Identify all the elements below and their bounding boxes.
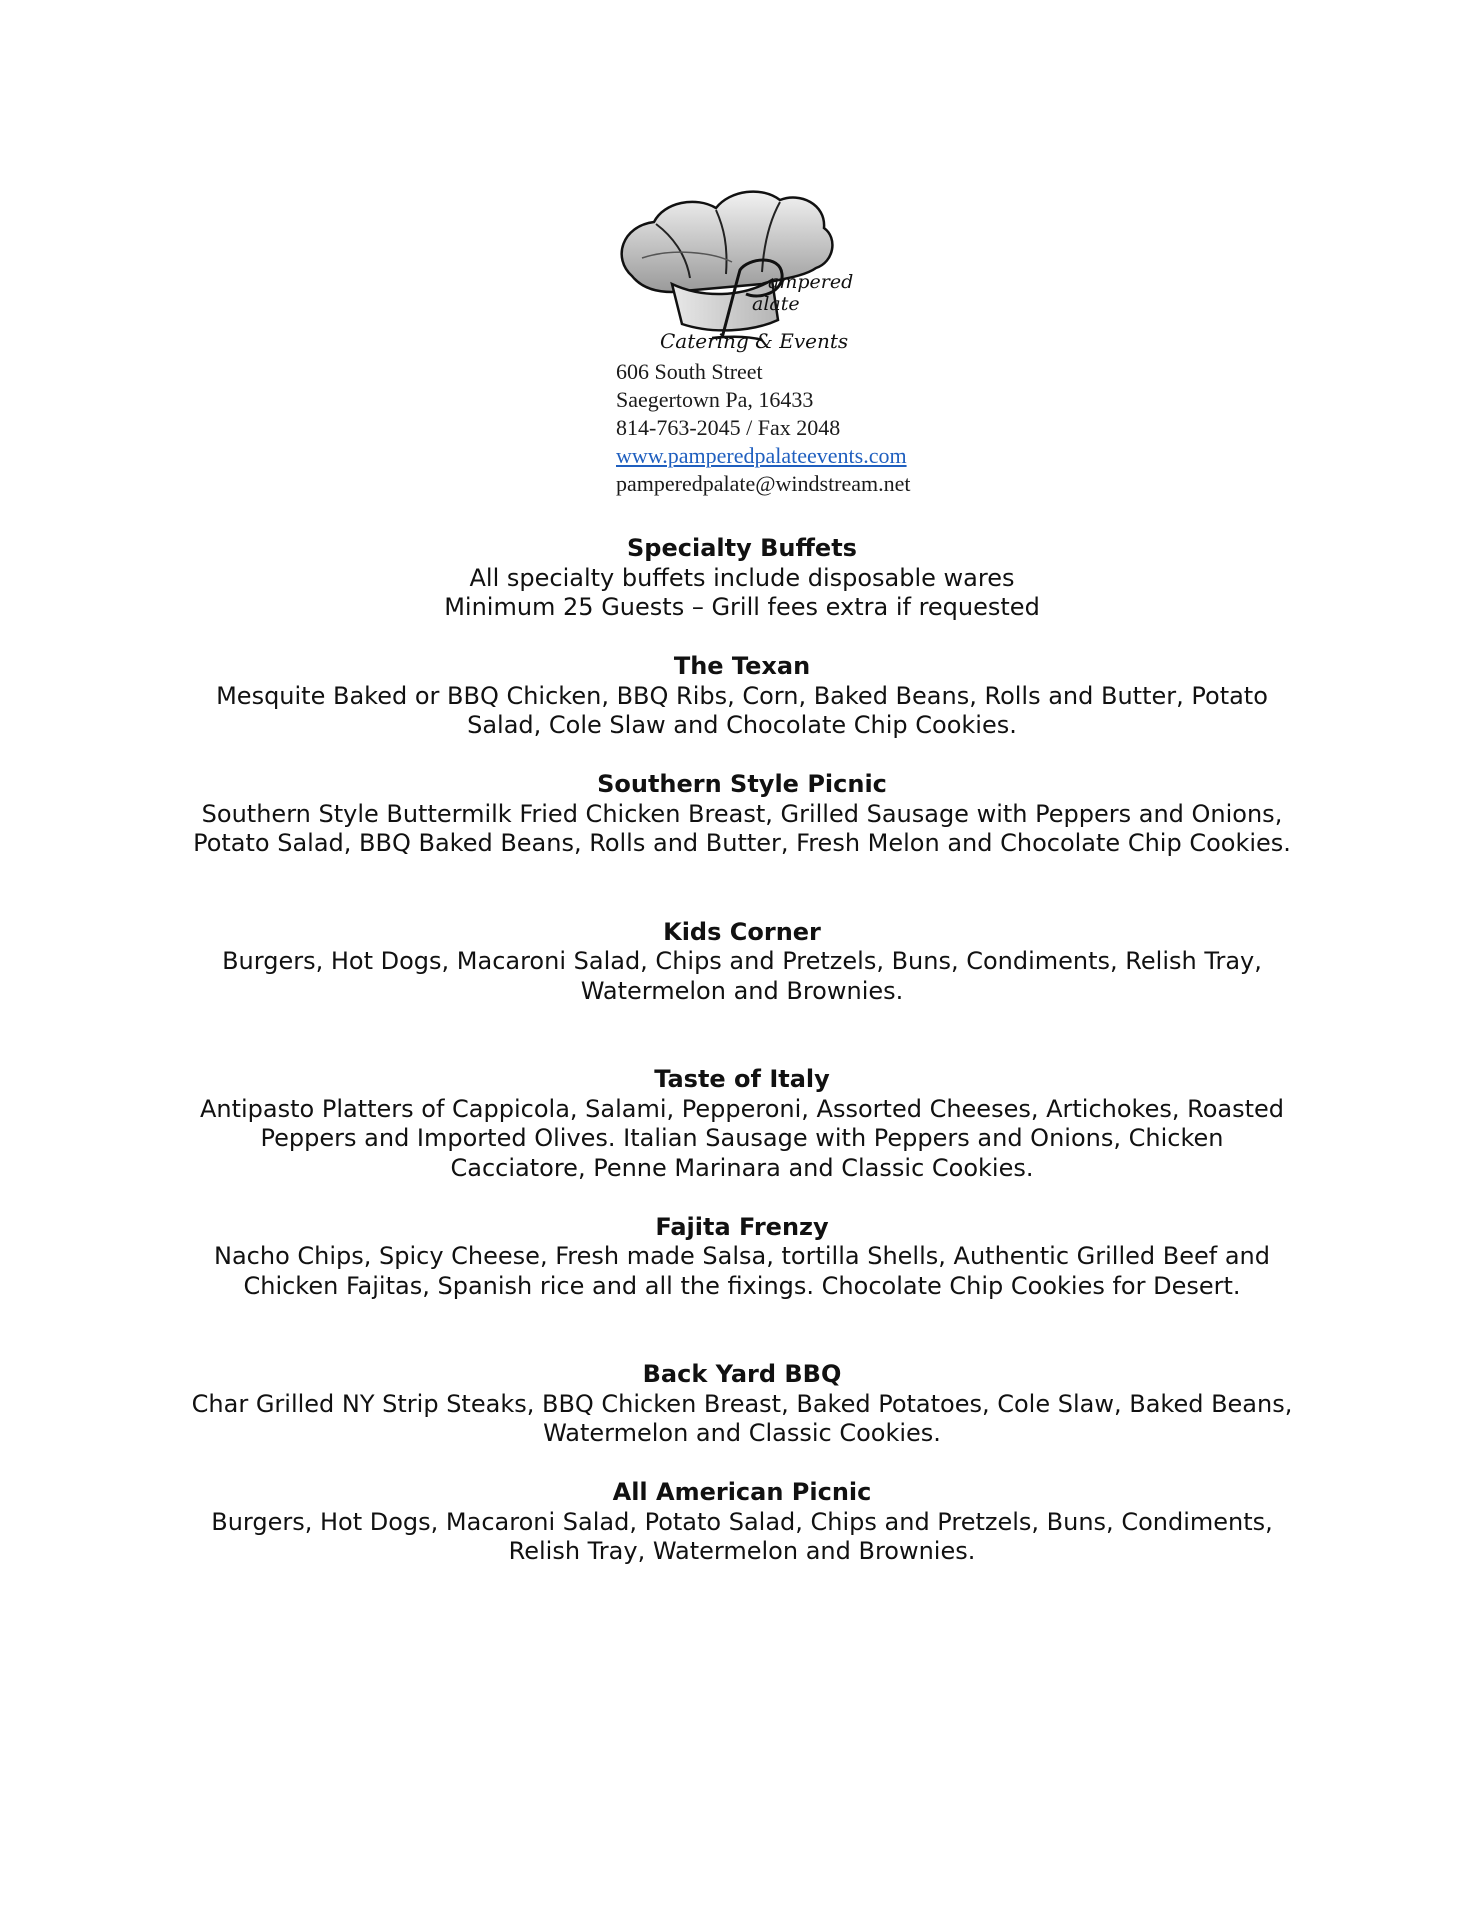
menu-title: Southern Style Picnic bbox=[597, 770, 887, 798]
email-address: pamperedpalate@windstream.net bbox=[616, 471, 911, 496]
menu-line: Chicken Fajitas, Spanish rice and all the fixings. Chocolate Chip Cookies for Desert. bbox=[243, 1271, 1241, 1300]
pampered-palate-logo bbox=[612, 188, 892, 360]
menu-line: Cacciatore, Penne Marinara and Classic Cookies. bbox=[450, 1153, 1034, 1182]
menu-southern-style-picnic bbox=[150, 770, 1334, 859]
contact-block bbox=[616, 358, 911, 498]
page-title: Specialty Buffets bbox=[627, 534, 857, 562]
logo-tagline: Catering & Events bbox=[660, 329, 849, 353]
menu-line: Relish Tray, Watermelon and Brownies. bbox=[508, 1537, 976, 1565]
menu-line: Southern Style Buttermilk Fried Chicken Breast, Grilled Sausage with Peppers and Onions, bbox=[201, 799, 1283, 828]
logo-word-alate: alate bbox=[752, 293, 800, 315]
menu-fajita-frenzy bbox=[150, 1213, 1334, 1302]
menu-title: All American Picnic bbox=[612, 1478, 872, 1506]
city-state-zip: Saegertown Pa, 16433 bbox=[616, 387, 814, 412]
intro-block bbox=[150, 534, 1334, 623]
menu-the-texan bbox=[150, 652, 1334, 741]
buffet-content bbox=[150, 534, 1334, 1567]
menu-taste-of-italy bbox=[150, 1065, 1334, 1183]
menu-line: Char Grilled NY Strip Steaks, BBQ Chicken Breast, Baked Potatoes, Cole Slaw, Baked Beans, bbox=[191, 1389, 1293, 1418]
menu-title: Fajita Frenzy bbox=[655, 1212, 829, 1241]
menu-line: Mesquite Baked or BBQ Chicken, BBQ Ribs, Corn, Baked Beans, Rolls and Butter, Potato bbox=[216, 681, 1268, 710]
street-address: 606 South Street bbox=[616, 359, 763, 384]
menu-kids-corner bbox=[150, 918, 1334, 1007]
menu-title: Taste of Italy bbox=[654, 1065, 830, 1093]
menu-line: Antipasto Platters of Cappicola, Salami, Pepperoni, Assorted Cheeses, Artichokes, Roasted bbox=[199, 1094, 1285, 1123]
logo-word-ampered: ampered bbox=[768, 271, 854, 293]
menu-line: Salad, Cole Slaw and Chocolate Chip Cookies. bbox=[467, 711, 1017, 739]
menu-line: Burgers, Hot Dogs, Macaroni Salad, Potato Salad, Chips and Pretzels, Buns, Condiments, bbox=[211, 1507, 1273, 1536]
menu-all-american-picnic bbox=[150, 1478, 1334, 1567]
menu-title: Back Yard BBQ bbox=[642, 1360, 842, 1388]
intro-line-wares: All specialty buffets include disposable wares bbox=[469, 563, 1015, 592]
phone-fax: 814-763-2045 / Fax 2048 bbox=[616, 415, 841, 440]
menu-line: Burgers, Hot Dogs, Macaroni Salad, Chips and Pretzels, Buns, Condiments, Relish Tray, bbox=[222, 947, 1262, 975]
menu-back-yard-bbq bbox=[150, 1360, 1334, 1449]
menu-title: The Texan bbox=[673, 652, 811, 680]
website-link[interactable]: www.pamperedpalateevents.com bbox=[616, 443, 907, 468]
intro-line-minimum: Minimum 25 Guests – Grill fees extra if requested bbox=[444, 593, 1040, 621]
menu-title: Kids Corner bbox=[663, 917, 821, 946]
chef-hat-icon bbox=[612, 188, 892, 360]
menu-line: Watermelon and Classic Cookies. bbox=[543, 1419, 941, 1447]
menu-line: Watermelon and Brownies. bbox=[580, 976, 904, 1005]
menu-line: Potato Salad, BBQ Baked Beans, Rolls and Butter, Fresh Melon and Chocolate Chip Cookies. bbox=[193, 829, 1291, 857]
menu-line: Peppers and Imported Olives. Italian Sausage with Peppers and Onions, Chicken bbox=[260, 1124, 1224, 1152]
menu-line: Nacho Chips, Spicy Cheese, Fresh made Salsa, tortilla Shells, Authentic Grilled Beef and bbox=[214, 1242, 1270, 1270]
